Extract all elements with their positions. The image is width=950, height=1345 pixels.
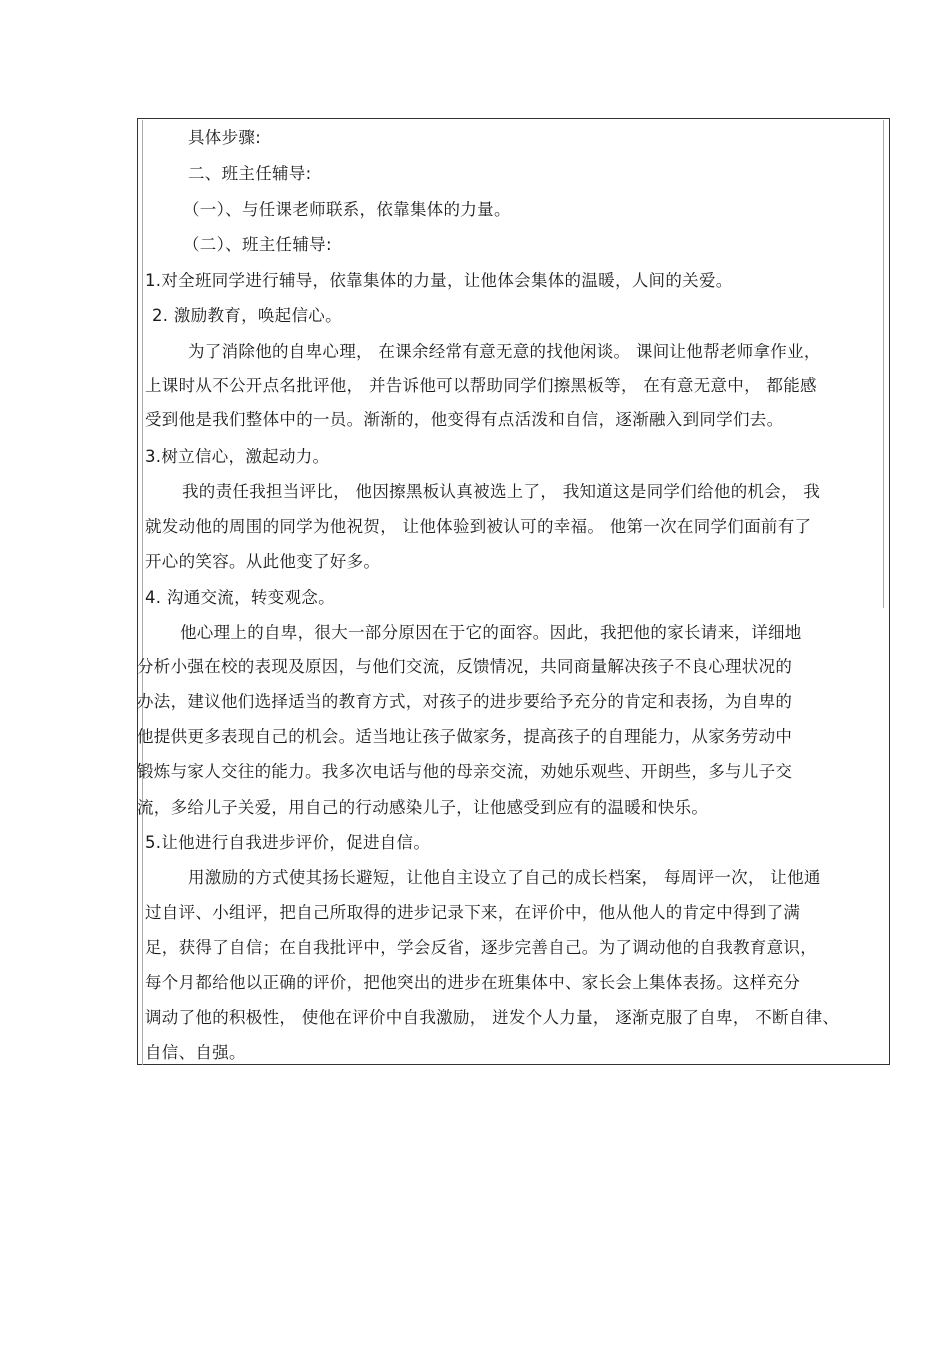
text-line: 4. 沟通交流，转变观念。 <box>145 588 335 607</box>
text-line: 具体步骤: <box>188 128 262 147</box>
text-line: 锻炼与家人交往的能力。我多次电话与他的母亲交流，劝她乐观些、开朗些，多与儿子交 <box>137 762 793 781</box>
text-line: 1.对全班同学进行辅导，依靠集体的力量，让他体会集体的温暖，人间的关爱。 <box>145 271 733 290</box>
text-line: 用激励的方式使其扬长避短，让他自主设立了自己的成长档案， 每周评一次， 让他通 <box>188 868 821 887</box>
text-line: 3.树立信心，激起动力。 <box>145 447 330 466</box>
text-line: 流，多给儿子关爱，用自己的行动感染儿子，让他感受到应有的温暖和快乐。 <box>137 798 709 817</box>
text-line: 每个月都给他以正确的评价，把他突出的进步在班集体中、家长会上集体表扬。这样充分 <box>145 973 801 992</box>
text-line: （一）、与任课老师联系，依靠集体的力量。 <box>183 200 511 219</box>
cell-inner-border-left <box>142 120 143 1065</box>
text-line: 5.让他进行自我进步评价，促进自信。 <box>145 833 431 852</box>
text-line: 上课时从不公开点名批评他， 并告诉他可以帮助同学们擦黑板等， 在有意无意中， 都能感 <box>145 376 817 395</box>
cell-inner-border-right <box>883 120 884 608</box>
text-line: 办法，建议他们选择适当的教育方式，对孩子的进步要给予充分的肯定和表扬，为自卑的 <box>137 692 793 711</box>
text-line: 过自评、小组评，把自己所取得的进步记录下来，在评价中，他从他人的肯定中得到了满 <box>145 903 801 922</box>
text-line: 受到他是我们整体中的一员。渐渐的，他变得有点活泼和自信，逐渐融入到同学们去。 <box>145 410 784 429</box>
text-line: 调动了他的积极性， 使他在评价中自我激励， 迸发个人力量， 逐渐克服了自卑， 不断自律、 <box>145 1008 840 1027</box>
text-line: 为了消除他的自卑心理， 在课余经常有意无意的找他闲谈。 课间让他帮老师拿作业， <box>188 342 821 361</box>
text-line: （二）、班主任辅导: <box>183 235 332 254</box>
text-line: 自信、自强。 <box>145 1043 246 1062</box>
text-line: 我的责任我担当评比， 他因擦黑板认真被选上了， 我知道这是同学们给他的机会， 我 <box>182 482 821 501</box>
text-line: 二、班主任辅导: <box>188 164 312 183</box>
text-line: 就发动他的周围的同学为他祝贺， 让他体验到被认可的幸福。 他第一次在同学们面前有了 <box>145 517 812 536</box>
text-line: 2. 激励教育，唤起信心。 <box>152 306 342 325</box>
text-line: 分析小强在校的表现及原因，与他们交流，反馈情况，共同商量解决孩子不良心理状况的 <box>137 657 793 676</box>
text-line: 开心的笑容。从此他变了好多。 <box>145 552 381 571</box>
text-line: 他提供更多表现自己的机会。适当地让孩子做家务，提高孩子的自理能力，从家务劳动中 <box>137 727 793 746</box>
text-line: 足，获得了自信；在自我批评中，学会反省，逐步完善自己。为了调动他的自我教育意识， <box>145 938 817 957</box>
text-line: 他心理上的自卑，很大一部分原因在于它的面容。因此，我把他的家长请来，详细地 <box>180 623 802 642</box>
